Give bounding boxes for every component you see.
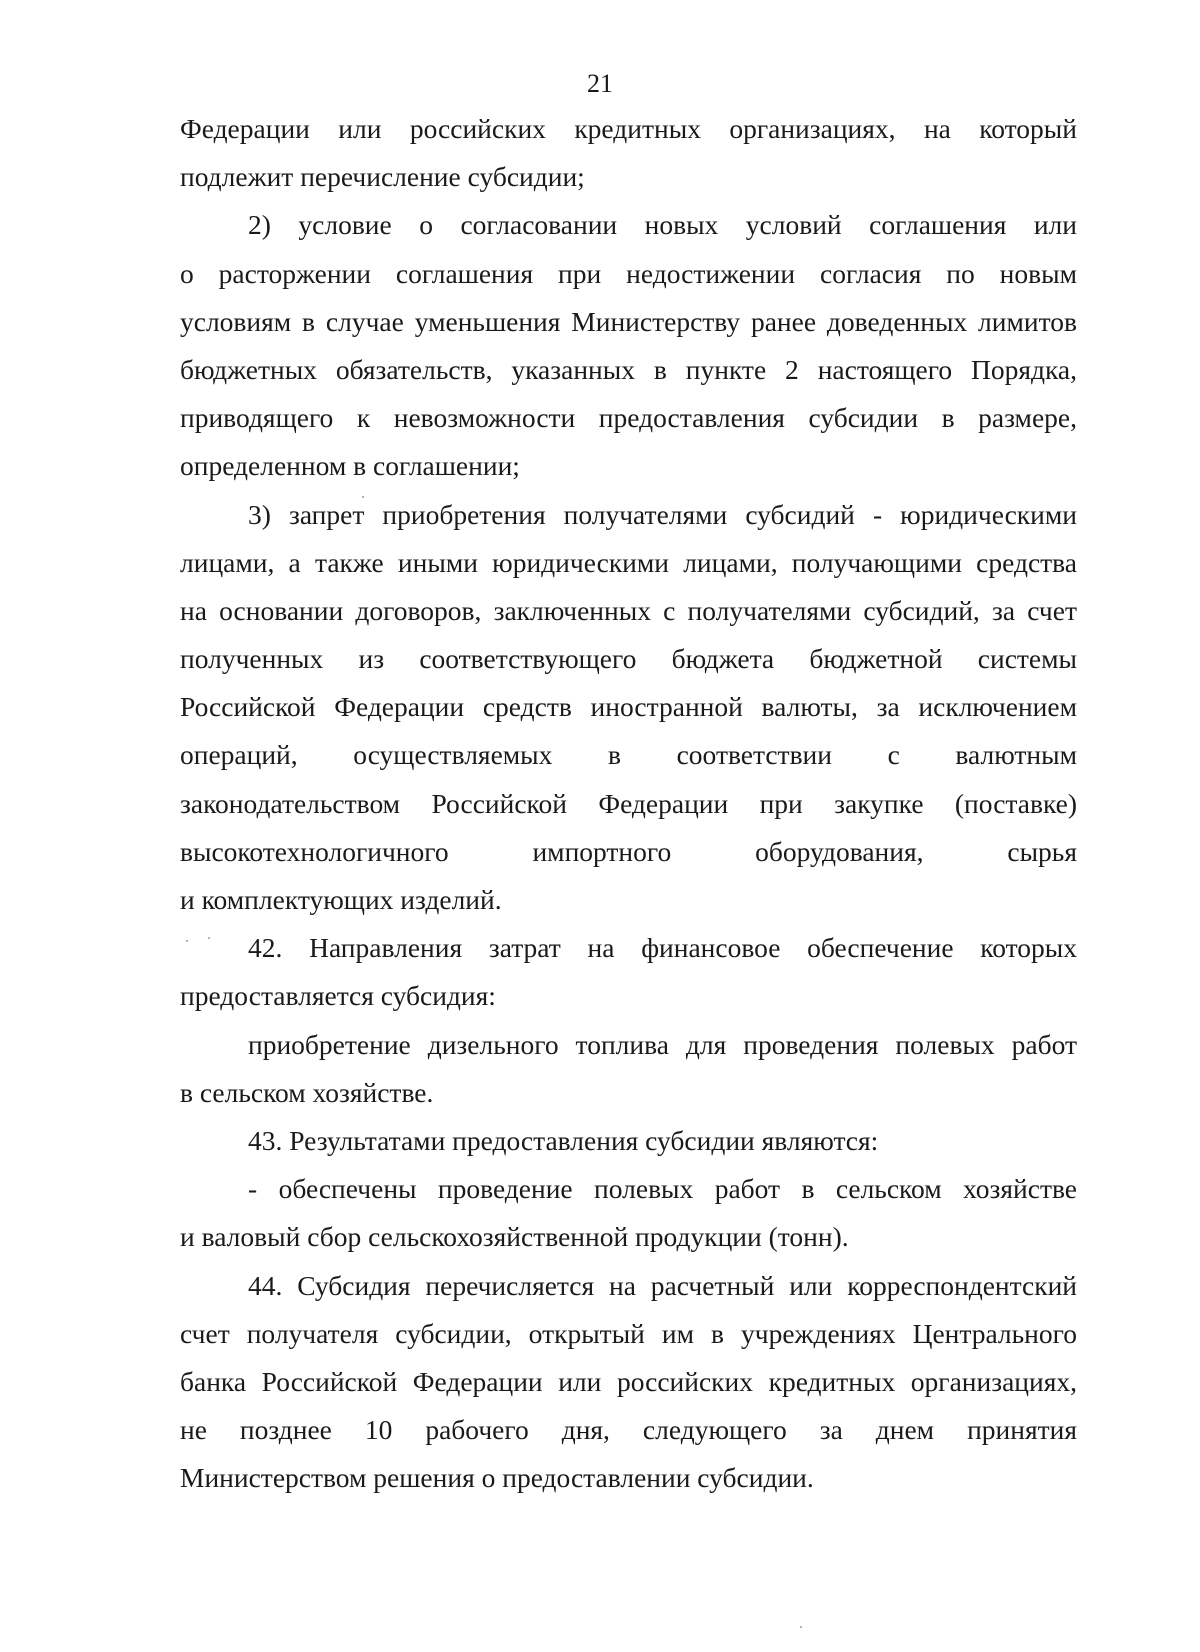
paragraph-42 [180, 924, 1077, 1020]
text-line: операций, осуществляемых в соответствии с валютным [180, 739, 1077, 771]
text-line: полученных из соответствующего бюджета бюджетной системы [180, 643, 1077, 675]
text-line: подлежит перечисление субсидии; [180, 161, 585, 193]
text-line: Федерации или российских кредитных организациях, на который [180, 113, 1077, 144]
paragraph-42-detail [180, 1021, 1077, 1117]
paragraph-continuation [180, 105, 1077, 201]
page-number: 21 [587, 69, 613, 98]
text-line: определенном в соглашении; [180, 450, 520, 482]
text-line: банка Российской Федерации или российских кредитных организациях, [180, 1365, 1077, 1397]
text-line: в сельском хозяйстве. [180, 1076, 434, 1108]
text-line: о расторжении соглашения при недостижении согласия по новым [180, 257, 1077, 289]
scan-speck [186, 940, 188, 942]
paragraph-item-3 [180, 491, 1077, 925]
paragraph-44 [180, 1262, 1077, 1503]
scan-speck [362, 496, 364, 498]
text-line: 43. Результатами предоставления субсидии являются: [248, 1124, 879, 1156]
text-line: 3) запрет приобретения получателями субсидий - юридическими [248, 498, 1077, 530]
text-line: законодательством Российской Федерации при закупке (поставке) [180, 787, 1077, 819]
paragraph-item-2 [180, 201, 1077, 490]
text-line: 2) условие о согласовании новых условий соглашения или [248, 209, 1077, 241]
text-line: на основании договоров, заключенных с получателями субсидий, за счет [180, 594, 1077, 626]
scan-speck [800, 1626, 802, 1628]
scan-speck [208, 937, 210, 939]
text-line: приобретение дизельного топлива для проведения полевых работ [248, 1028, 1077, 1060]
text-line: лицами, а также иными юридическими лицами, получающими средства [180, 546, 1077, 578]
text-line: 44. Субсидия перечисляется на расчетный или корреспондентский [248, 1269, 1077, 1301]
text-line: Российской Федерации средств иностранной валюты, за исключением [180, 691, 1077, 723]
text-line: не позднее 10 рабочего дня, следующего за днем принятия [180, 1414, 1077, 1446]
text-line: условиям в случае уменьшения Министерству ранее доведенных лимитов [180, 305, 1077, 337]
text-line: счет получателя субсидии, открытый им в учреждениях Центрального [180, 1317, 1077, 1349]
text-line: и комплектующих изделий. [180, 884, 502, 915]
paragraph-43-detail [180, 1165, 1077, 1261]
text-line: 42. Направления затрат на финансовое обеспечение которых [248, 932, 1077, 964]
paragraph-43 [180, 1117, 1077, 1165]
text-line: высокотехнологичного импортного оборудования, сырья [180, 835, 1077, 867]
text-line: - обеспечены проведение полевых работ в сельском хозяйстве [248, 1173, 1077, 1205]
text-line: Министерством решения о предоставлении субсидии. [180, 1462, 814, 1494]
text-line: приводящего к невозможности предоставления субсидии в размере, [180, 402, 1077, 434]
document-body [180, 105, 1077, 1502]
text-line: предоставляется субсидия: [180, 980, 496, 1012]
text-line: бюджетных обязательств, указанных в пункте 2 настоящего Порядка, [180, 353, 1077, 385]
text-line: и валовый сбор сельскохозяйственной продукции (тонн). [180, 1221, 849, 1253]
